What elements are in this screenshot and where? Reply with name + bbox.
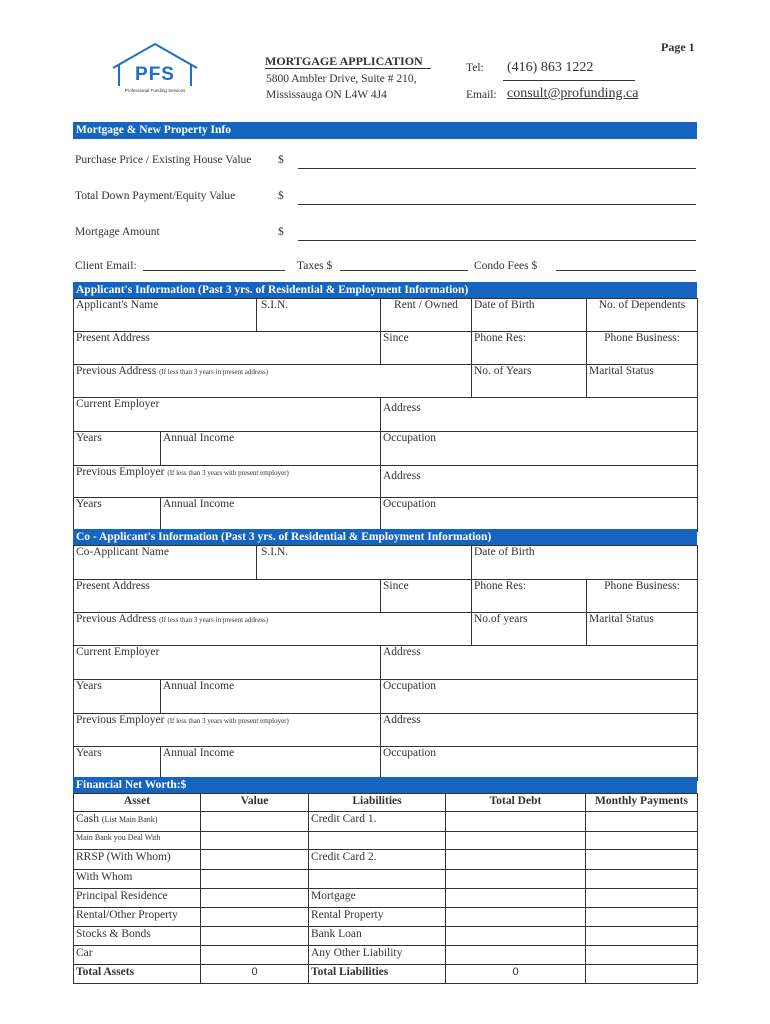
co-prev-annual-income-label: Annual Income	[163, 747, 235, 759]
co-phone-res-label: Phone Res:	[474, 580, 527, 592]
section-property-header: Mortgage & New Property Info	[73, 122, 697, 139]
other-liability-monthly-field[interactable]	[586, 946, 698, 965]
co-current-employer-label: Current Employer	[76, 646, 160, 658]
co-no-years-label: No.of years	[474, 613, 528, 625]
co-prev-employer-address-label: Address	[383, 714, 421, 726]
coapplicant-name-field[interactable]	[74, 546, 257, 580]
applicant-prev-employer-address-field[interactable]	[381, 466, 698, 498]
purchase-price-label: Purchase Price / Existing House Value	[75, 154, 252, 166]
applicant-marital-field[interactable]	[587, 365, 698, 398]
mortgage-liability-label: Mortgage	[309, 889, 446, 908]
value-header: Value	[201, 794, 309, 812]
prev-employer-address-label: Address	[383, 470, 421, 482]
coapplicant-previous-address-field[interactable]	[74, 613, 472, 646]
mortgage-monthly-field[interactable]	[586, 889, 698, 908]
coapplicant-phone-res-field[interactable]	[472, 580, 587, 613]
principal-residence-value-field[interactable]	[201, 889, 309, 908]
rental-property-monthly-field[interactable]	[586, 908, 698, 927]
company-address-line1: 5800 Ambler Drive, Suite # 210,	[266, 73, 417, 85]
car-label: Car	[74, 946, 201, 965]
total-liabilities-value: 0	[446, 965, 586, 984]
coapplicant-occupation-field[interactable]	[381, 680, 698, 714]
previous-employer-note: (If less than 3 years with present employer)	[167, 469, 289, 477]
applicant-no-years-field[interactable]	[472, 365, 587, 398]
condo-fees-field[interactable]	[556, 270, 696, 271]
coapplicant-name-label: Co-Applicant Name	[76, 546, 169, 558]
coapplicant-table	[73, 545, 698, 781]
annual-income-label: Annual Income	[163, 432, 235, 444]
rent-owned-field[interactable]	[381, 299, 472, 332]
down-payment-field[interactable]	[298, 204, 696, 205]
blank-debt-1[interactable]	[446, 832, 586, 850]
blank-monthly-1[interactable]	[586, 832, 698, 850]
logo-text: PFS	[135, 64, 175, 85]
principal-residence-label: Principal Residence	[74, 889, 201, 908]
bank-loan-debt-field[interactable]	[446, 927, 586, 946]
total-debt-header: Total Debt	[446, 794, 586, 812]
rental-other-label: Rental/Other Property	[74, 908, 201, 927]
previous-employer-label: Previous Employer	[76, 466, 165, 478]
coapplicant-dob-field[interactable]	[472, 546, 698, 580]
blank-liability-2[interactable]	[309, 870, 446, 889]
applicant-current-employer-field[interactable]	[74, 398, 381, 432]
stocks-bonds-value-field[interactable]	[201, 927, 309, 946]
other-liability-label: Any Other Liability	[309, 946, 446, 965]
rental-property-liability-label: Rental Property	[309, 908, 446, 927]
total-liabilities-label: Total Liabilities	[309, 965, 446, 984]
blank-monthly-2[interactable]	[586, 870, 698, 889]
prev-years-label: Years	[76, 498, 102, 510]
applicant-previous-employer-field[interactable]	[74, 466, 381, 498]
no-years-label: No. of Years	[474, 365, 532, 377]
prev-annual-income-label: Annual Income	[163, 498, 235, 510]
with-whom-field[interactable]: With Whom	[74, 870, 201, 889]
cc2-debt-field[interactable]	[446, 850, 586, 870]
other-liability-debt-field[interactable]	[446, 946, 586, 965]
main-bank-value-field[interactable]	[201, 832, 309, 850]
cc2-label: Credit Card 2.	[309, 850, 446, 870]
blank-liability-1[interactable]	[309, 832, 446, 850]
coapplicant-prev-income-field[interactable]	[161, 747, 234, 780]
co-previous-employer-note: (If less than 3 years with present employer)	[167, 717, 289, 725]
coapplicant-no-years-field[interactable]	[472, 613, 587, 646]
condo-fees-label: Condo Fees $	[474, 260, 538, 272]
total-monthly-field[interactable]	[586, 965, 698, 984]
total-assets-label: Total Assets	[74, 965, 201, 984]
company-logo	[108, 40, 203, 100]
total-assets-value: 0	[201, 965, 309, 984]
marital-status-label: Marital Status	[589, 365, 654, 377]
monthly-payments-header: Monthly Payments	[586, 794, 698, 812]
cc2-monthly-field[interactable]	[586, 850, 698, 870]
co-previous-employer-label: Previous Employer	[76, 714, 165, 726]
tel-value: (416) 863 1222	[507, 60, 594, 75]
purchase-price-dollar: $	[278, 154, 284, 166]
rent-owned-label: Rent / Owned	[394, 299, 458, 311]
blank-debt-2[interactable]	[446, 870, 586, 889]
applicant-prev-occupation-field[interactable]	[381, 498, 698, 532]
with-whom-value-field[interactable]	[201, 870, 309, 889]
co-annual-income-label: Annual Income	[163, 680, 235, 692]
mortgage-amount-label: Mortgage Amount	[75, 226, 160, 238]
occupation-label: Occupation	[383, 432, 437, 444]
coapplicant-years-field[interactable]	[74, 680, 161, 713]
co-prev-years-label: Years	[76, 747, 102, 759]
dependents-label: No. of Dependents	[598, 299, 686, 311]
coapplicant-income-field[interactable]	[161, 680, 234, 713]
coapplicant-sin-field[interactable]	[257, 546, 472, 580]
co-since-label: Since	[383, 580, 409, 592]
car-value-field[interactable]	[201, 946, 309, 965]
email-label: Email:	[466, 89, 497, 101]
company-address-line2: Mississauga ON L4W 4J4	[266, 89, 387, 101]
co-previous-address-note: (If less than 3 years in present address)	[159, 616, 269, 624]
applicant-employer-address-field[interactable]	[381, 398, 698, 432]
stocks-bonds-label: Stocks & Bonds	[74, 927, 201, 946]
main-bank-field[interactable]: Main Bank you Deal With	[74, 832, 201, 850]
co-phone-business-label: Phone Business:	[604, 580, 680, 592]
asset-header: Asset	[74, 794, 201, 812]
previous-address-note: (If less than 3 years in present address)	[159, 368, 269, 376]
section-coapplicant-header: Co - Applicant's Information (Past 3 yrs. of Residential & Employment Information)	[73, 529, 697, 546]
section-financial-header: Financial Net Worth:$	[73, 777, 697, 794]
coapplicant-prev-years-field[interactable]	[74, 747, 161, 780]
applicant-present-address-field[interactable]	[74, 332, 381, 365]
down-payment-label: Total Down Payment/Equity Value	[75, 190, 236, 202]
years-label: Years	[76, 432, 102, 444]
coapplicant-employer-address-field[interactable]	[381, 646, 698, 680]
dependents-field[interactable]	[587, 299, 698, 332]
applicant-income-field[interactable]	[161, 432, 234, 465]
page-number: Page 1	[661, 40, 695, 54]
applicant-table	[73, 298, 698, 532]
down-payment-dollar: $	[278, 190, 284, 202]
since-label: Since	[383, 332, 409, 344]
rrsp-label: RRSP (With Whom)	[74, 850, 201, 870]
rental-property-debt-field[interactable]	[446, 908, 586, 927]
applicant-sin-field[interactable]	[257, 299, 381, 332]
applicant-name-label: Applicant's Name	[76, 299, 159, 311]
co-occupation-label: Occupation	[383, 680, 437, 692]
client-email-field[interactable]	[143, 270, 285, 271]
coapplicant-phone-bus-field[interactable]	[587, 580, 698, 613]
rental-other-value-field[interactable]	[201, 908, 309, 927]
taxes-label: Taxes $	[297, 260, 333, 272]
email-value[interactable]: consult@profunding.ca	[507, 86, 639, 101]
tel-label: Tel:	[466, 62, 484, 74]
client-email-label: Client Email:	[75, 260, 137, 272]
house-logo-icon	[108, 40, 203, 100]
co-employer-address-label: Address	[383, 646, 421, 658]
applicant-prev-income-field[interactable]	[161, 498, 234, 531]
cc1-debt-field[interactable]	[446, 812, 586, 832]
phone-business-label: Phone Business:	[604, 332, 680, 344]
applicant-dob-field[interactable]	[472, 299, 587, 332]
mortgage-amount-dollar: $	[278, 226, 284, 238]
employer-address-label: Address	[383, 402, 421, 414]
coapplicant-since-field[interactable]	[381, 580, 472, 613]
applicant-dob-label: Date of Birth	[474, 299, 535, 311]
mortgage-amount-field[interactable]	[298, 240, 696, 241]
present-address-label: Present Address	[76, 332, 150, 344]
coapplicant-current-employer-field[interactable]	[74, 646, 381, 680]
taxes-field[interactable]	[340, 270, 468, 271]
prev-occupation-label: Occupation	[383, 498, 437, 510]
co-present-address-label: Present Address	[76, 580, 150, 592]
coapplicant-prev-occupation-field[interactable]	[381, 747, 698, 781]
cash-row-label	[74, 812, 201, 832]
cash-label: Cash	[76, 813, 99, 825]
coapplicant-marital-field[interactable]	[587, 613, 698, 646]
applicant-phone-bus-field[interactable]	[587, 332, 698, 365]
co-years-label: Years	[76, 680, 102, 692]
bank-loan-monthly-field[interactable]	[586, 927, 698, 946]
applicant-prev-years-field[interactable]	[74, 498, 161, 531]
section-applicant-header: Applicant's Information (Past 3 yrs. of Residential & Employment Information)	[73, 282, 697, 299]
form-title: MORTGAGE APPLICATION	[265, 54, 423, 68]
co-previous-address-label: Previous Address	[76, 613, 157, 625]
liabilities-header: Liabilities	[309, 794, 446, 812]
cc1-monthly-field[interactable]	[586, 812, 698, 832]
cc1-label: Credit Card 1.	[309, 812, 446, 832]
mortgage-debt-field[interactable]	[446, 889, 586, 908]
current-employer-label: Current Employer	[76, 398, 160, 410]
logo-tagline: Professional Funding Services	[124, 88, 186, 93]
co-prev-occupation-label: Occupation	[383, 747, 437, 759]
applicant-sin-label: S.I.N.	[261, 299, 289, 311]
applicant-years-field[interactable]	[74, 432, 161, 465]
applicant-phone-res-field[interactable]	[472, 332, 587, 365]
financial-table	[73, 793, 698, 984]
coapplicant-prev-employer-address-field[interactable]	[381, 714, 698, 747]
applicant-previous-address-field[interactable]	[74, 365, 472, 398]
coapplicant-present-address-field[interactable]	[74, 580, 381, 613]
cash-note: (List Main Bank)	[101, 815, 158, 824]
applicant-occupation-field[interactable]	[381, 432, 698, 466]
rrsp-value-field[interactable]	[201, 850, 309, 870]
applicant-name-field[interactable]	[74, 299, 257, 332]
previous-address-label: Previous Address	[76, 365, 157, 377]
applicant-since-field[interactable]	[381, 332, 472, 365]
cash-value-field[interactable]	[201, 812, 309, 832]
coapplicant-sin-label: S.I.N.	[261, 546, 289, 558]
coapplicant-dob-label: Date of Birth	[474, 546, 535, 558]
co-marital-status-label: Marital Status	[589, 613, 654, 625]
phone-res-label: Phone Res:	[474, 332, 527, 344]
coapplicant-previous-employer-field[interactable]	[74, 714, 381, 747]
bank-loan-label: Bank Loan	[309, 927, 446, 946]
purchase-price-field[interactable]	[298, 168, 696, 169]
